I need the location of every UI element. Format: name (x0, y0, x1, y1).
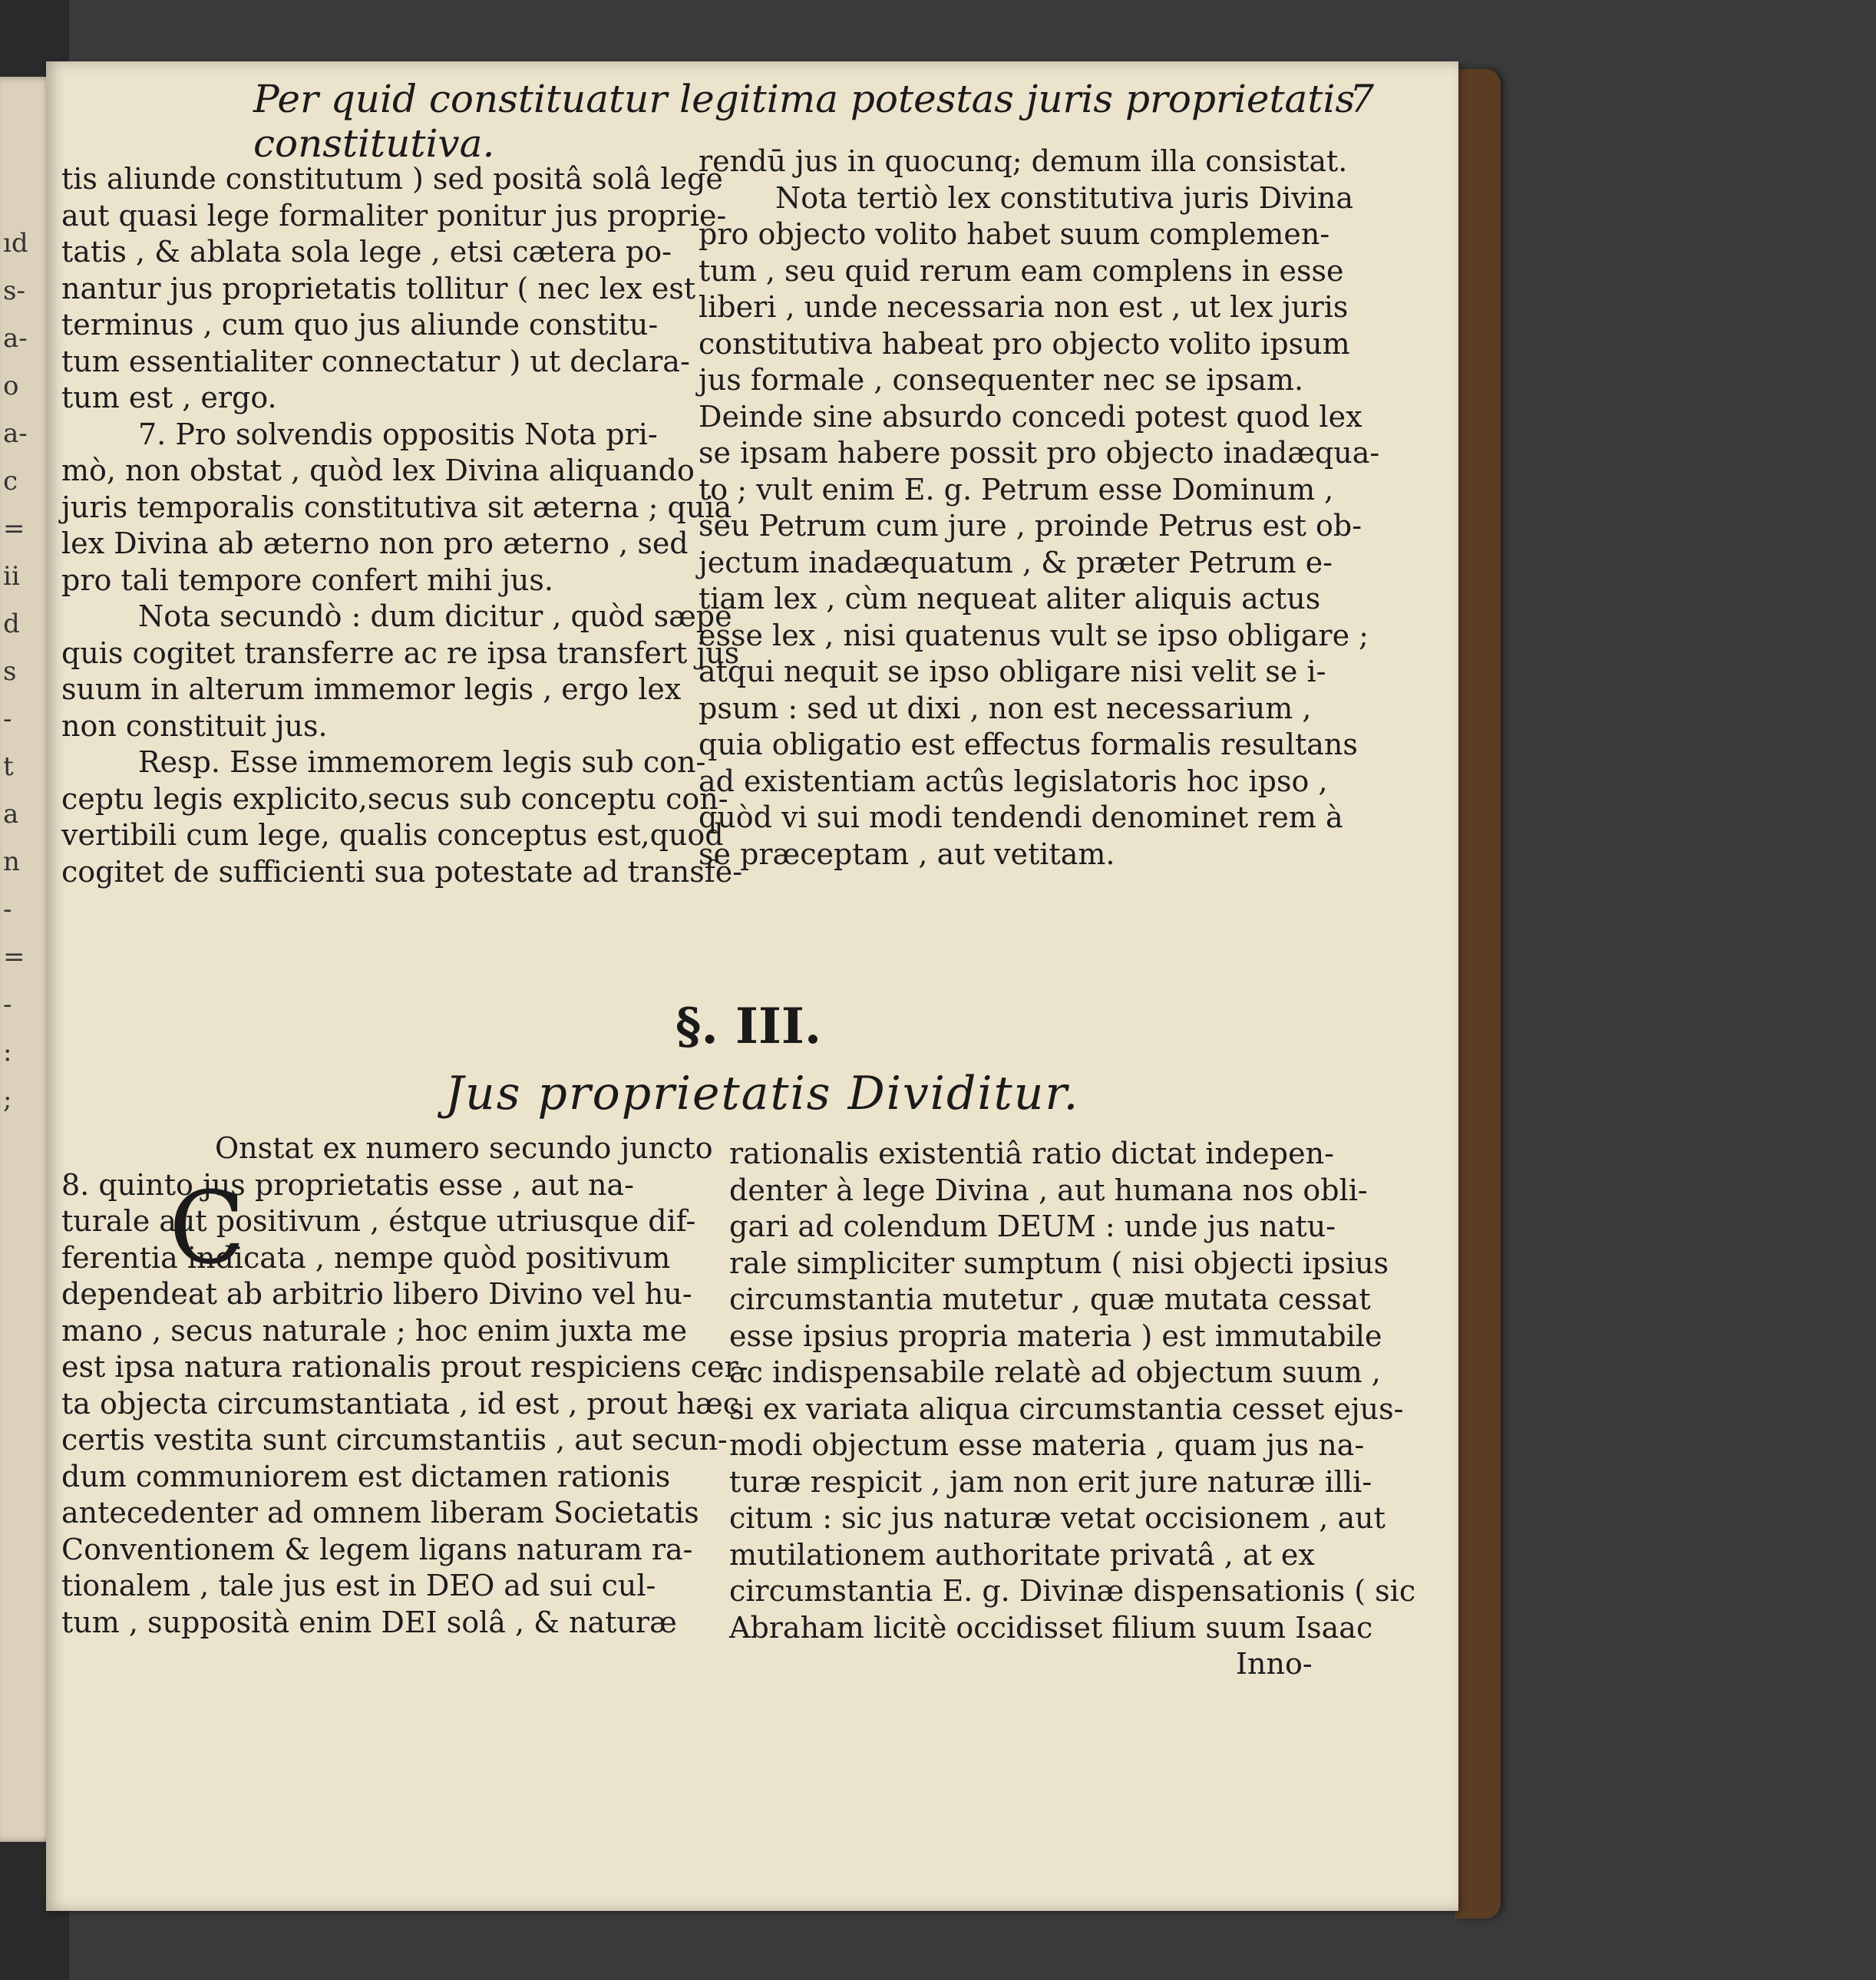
text-line: denter à lege Divina , aut humana nos obli- (729, 1173, 1368, 1207)
left-page-text-fragment: d (3, 609, 20, 639)
text-line: circumstantia E. g. Divinæ dispensationis ( sic (729, 1574, 1416, 1608)
left-page-text-fragment: - (3, 894, 12, 925)
left-page-text-fragment: s- (3, 276, 25, 306)
text-line: cogitet de sufficienti sua potestate ad transfe- (61, 854, 743, 889)
text-line: se ipsam habere possit pro objecto inadæqua- (699, 436, 1380, 470)
text-line: mutilationem authoritate privatâ , at ex (729, 1537, 1315, 1572)
text-line: jus formale , consequenter nec se ipsam. (699, 363, 1304, 397)
text-line: Deinde sine absurdo concedi potest quod lex (699, 399, 1362, 434)
drop-cap: C (169, 1170, 246, 1286)
text-line: ta objecta circumstantiata , id est , prout hæc (61, 1386, 740, 1421)
text-line: certis vestita sunt circumstantiis , aut secun- (61, 1423, 728, 1457)
left-page-text-fragment: a (3, 799, 19, 830)
left-page-text-fragment: n (3, 846, 20, 877)
left-page-text-fragment: = (3, 513, 25, 544)
text-line: Nota tertiò lex constitutiva juris Divina (775, 180, 1354, 215)
text-line: Conventionem & legem ligans naturam ra- (61, 1532, 693, 1566)
text-line: si ex variata aliqua circumstantia cesset ejus- (729, 1391, 1404, 1426)
text-line: tum , supposità enim DEI solâ , & naturæ (61, 1605, 677, 1639)
text-line: juris temporalis constitutiva sit æterna ; quia (61, 490, 732, 524)
text-line: turæ respicit , jam non erit jure naturæ illi- (729, 1464, 1372, 1499)
text-line: esse lex , nisi quatenus vult se ipso obligare ; (699, 618, 1369, 652)
text-line: Inno- (1236, 1647, 1313, 1681)
text-line: circumstantia mutetur , quæ mutata cessat (729, 1282, 1371, 1316)
left-page-text-fragment: - (3, 704, 12, 734)
left-page-text-fragment: a- (3, 418, 28, 449)
text-line: nantur jus proprietatis tollitur ( nec lex est (61, 271, 696, 305)
left-page-text-fragment: : (3, 1037, 12, 1068)
left-page-text-fragment: = (3, 942, 25, 972)
text-line: esse ipsius propria materia ) est immutabile (729, 1318, 1382, 1353)
column-lower-left (61, 1130, 748, 1641)
left-page-text-fragment: o (3, 371, 19, 401)
text-line: tum essentialiter connectatur ) ut declara- (61, 344, 690, 378)
left-page-text-fragment: t (3, 751, 14, 782)
text-line: pro tali tempore confert mihi jus. (61, 563, 553, 597)
text-line: quia obligatio est effectus formalis resultans (699, 728, 1358, 761)
text-line: Onstat ex numero secundo juncto (215, 1131, 713, 1165)
text-line: Resp. Esse immemorem legis sub con- (138, 745, 706, 779)
text-line: 8. quinto jus proprietatis esse , aut na- (61, 1167, 634, 1202)
section-title: Jus proprietatis Dividitur. (445, 1067, 1080, 1120)
text-line: pro objecto volito habet suum complemen- (699, 217, 1330, 251)
text-line: ad existentiam actûs legislatoris hoc ipso , (699, 764, 1328, 798)
left-page-text-fragment: a- (3, 323, 28, 354)
section-number: §. III. (675, 998, 822, 1055)
text-line: ac indispensabile relatè ad objectum suum , (729, 1355, 1381, 1389)
text-line: tum est , ergo. (61, 381, 277, 414)
text-line: aut quasi lege formaliter ponitur jus proprie- (61, 198, 727, 233)
text-line: tum , seu quid rerum eam complens in esse (699, 253, 1344, 288)
left-page-text-fragment: - (3, 989, 12, 1020)
book-cover-edge (1455, 69, 1501, 1919)
left-page-text-fragment: ii (3, 561, 20, 592)
text-line: jectum inadæquatum , & præter Petrum e- (699, 545, 1333, 579)
text-line: liberi , unde necessaria non est , ut lex juris (699, 290, 1349, 324)
text-line: quòd vi sui modi tendendi denominet rem à (699, 800, 1343, 834)
text-line: dependeat ab arbitrio libero Divino vel hu- (61, 1277, 692, 1311)
text-line: mano , secus naturale ; hoc enim juxta me (61, 1313, 688, 1348)
left-page-text-fragment: c (3, 466, 18, 497)
text-line: gari ad colendum DEUM : unde jus natu- (729, 1209, 1336, 1243)
text-line: tis aliunde constitutum ) sed positâ solâ lege (61, 162, 723, 196)
column-upper-right (699, 144, 1380, 873)
text-line: se præceptam , aut vetitam. (699, 837, 1115, 871)
page-number: 7 (1349, 77, 1374, 121)
column-upper-left (61, 161, 743, 890)
text-line: atqui nequit se ipso obligare nisi velit se i- (699, 655, 1326, 688)
text-line: constitutiva habeat pro objecto volito ipsum (699, 326, 1350, 361)
text-line: est ipsa natura rationalis prout respiciens cer- (61, 1350, 748, 1384)
text-line: tiam lex , cùm nequeat aliter aliquis actus (699, 582, 1321, 615)
text-line: 7. Pro solvendis oppositis Nota pri- (138, 417, 658, 451)
column-lower-right (729, 1136, 1416, 1683)
text-line: rendū jus in quocunq; demum illa consistat. (699, 144, 1348, 178)
text-line: dum communiorem est dictamen rationis (61, 1459, 671, 1493)
text-line: rationalis existentiâ ratio dictat indepen- (729, 1137, 1334, 1170)
text-line: terminus , cum quo jus aliunde constitu- (61, 308, 659, 342)
text-line: tionalem , tale jus est in DEO ad sui cul- (61, 1569, 656, 1602)
text-line: quis cogitet transferre ac re ipsa transfert jus (61, 635, 740, 670)
left-page-text-fragment: ıd (3, 228, 28, 259)
text-line: Abraham licitè occidisset filium suum Isaac (729, 1610, 1373, 1645)
text-line: to ; vult enim E. g. Petrum esse Dominum , (699, 472, 1334, 507)
text-line: non constituit jus. (61, 708, 328, 743)
text-line: ceptu legis explicito,secus sub conceptu con- (61, 781, 728, 816)
text-line: ferentia indicata , nempe quòd positivum (61, 1240, 671, 1275)
left-page-text-fragment: ; (3, 1084, 12, 1115)
text-line: suum in alterum immemor legis , ergo lex (61, 672, 682, 706)
text-line: seu Petrum cum jure , proinde Petrus est ob- (699, 509, 1362, 543)
text-line: modi objectum esse materia , quam jus na- (729, 1428, 1365, 1462)
header-title: Per quid constituatur legitima potestas juris proprietatis constitutiva. (253, 77, 1356, 166)
text-line: mò, non obstat , quòd lex Divina aliquando (61, 454, 695, 487)
text-line: tatis , & ablata sola lege , etsi cætera po- (61, 235, 672, 269)
text-line: antecedenter ad omnem liberam Societatis (61, 1496, 699, 1530)
text-line: psum : sed ut dixi , non est necessarium , (699, 691, 1312, 725)
text-line: turale aut positivum , éstque utriusque dif- (61, 1204, 696, 1238)
text-line: lex Divina ab æterno non pro æterno , sed (61, 526, 689, 560)
text-line: Nota secundò : dum dicitur , quòd sæpe (138, 599, 732, 633)
text-line: citum : sic jus naturæ vetat occisionem , aut (729, 1501, 1386, 1535)
text-line: vertibili cum lege, qualis conceptus est,quod (61, 818, 724, 852)
text-line: rale simpliciter sumptum ( nisi objecti ipsius (729, 1246, 1389, 1280)
left-page-text-fragment: s (3, 656, 17, 687)
